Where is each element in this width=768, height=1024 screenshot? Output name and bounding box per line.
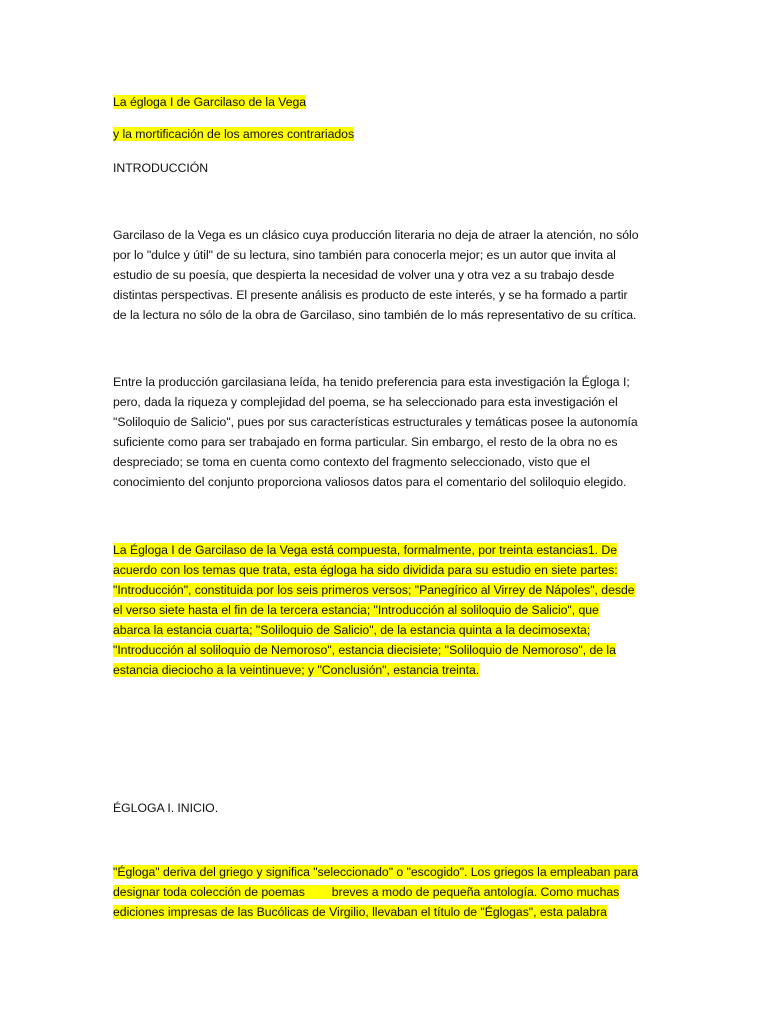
paragraph-line xyxy=(113,580,635,600)
paragraph-line xyxy=(113,902,607,922)
highlight: acuerdo con los temas que trata, esta égloga ha sido dividida para su estudio en siete partes: xyxy=(113,563,618,577)
paragraph-line: conocimiento del conjunto proporciona valiosos datos para el comentario del soliloquio elegido. xyxy=(113,475,627,489)
paragraph-line: "Soliloquio de Salicio", pues por sus características estructurales y temáticas posee la autonomía xyxy=(113,415,638,429)
paragraph-line xyxy=(113,640,616,660)
paragraph-line: distintas perspectivas. El presente análisis es producto de este interés, y se ha formado a partir xyxy=(113,288,628,302)
highlight: La Égloga I de Garcilaso de la Vega está compuesta, formalmente, por treinta estancias1. De xyxy=(113,543,618,557)
heading-introduccion: INTRODUCCIÓN xyxy=(113,161,209,175)
document-title-line-2 xyxy=(113,124,354,144)
highlight: estancia dieciocho a la veintinueve; y "Conclusión", estancia treinta. xyxy=(113,663,480,677)
paragraph-line xyxy=(113,882,619,902)
paragraph-line: Garcilaso de la Vega es un clásico cuya producción literaria no deja de atraer la atención, no sólo xyxy=(113,228,639,242)
paragraph-line: por lo "dulce y útil" de su lectura, sino también para conocerla mejor; es un autor que invita al xyxy=(113,248,616,262)
highlight: el verso siete hasta el fin de la tercera estancia; "Introducción al soliloquio de Salicio", que xyxy=(113,603,599,617)
paragraph-line: suficiente como para ser trabajado en forma particular. Sin embargo, el resto de la obra no es xyxy=(113,435,618,449)
paragraph-line xyxy=(113,862,638,882)
paragraph-line: estudio de su poesía, que despierta la necesidad de volver una y otra vez a su trabajo desde xyxy=(113,268,615,282)
highlight: "Égloga" deriva del griego y significa "seleccionado" o "escogido". Los griegos la empleaban para xyxy=(113,865,639,879)
paragraph-line xyxy=(113,620,590,640)
heading-egloga-inicio: ÉGLOGA I. INICIO. xyxy=(113,801,219,815)
highlight: La égloga I de Garcilaso de la Vega xyxy=(113,95,307,109)
document-title-line-1 xyxy=(113,92,306,112)
highlight: "Introducción al soliloquio de Nemoroso", estancia diecisiete; "Soliloquio de Nemoroso", de la xyxy=(113,643,616,657)
paragraph-line: Entre la producción garcilasiana leída, ha tenido preferencia para esta investigación la Égloga I; xyxy=(113,375,630,389)
paragraph-line: pero, dada la riqueza y complejidad del poema, se ha seleccionado para esta investigación el xyxy=(113,395,618,409)
paragraph-line xyxy=(113,600,599,620)
highlight: y la mortificación de los amores contrariados xyxy=(113,127,355,141)
highlight: "Introducción", constituida por los seis primeros versos; "Panegírico al Virrey de Nápoles", desde xyxy=(113,583,635,597)
paragraph-line xyxy=(113,540,617,560)
highlight: designar toda colección de poemas breves a modo de pequeña antología. Como muchas xyxy=(113,885,620,899)
paragraph-line xyxy=(113,660,479,680)
highlight: abarca la estancia cuarta; "Soliloquio de Salicio", de la estancia quinta a la decimosexta; xyxy=(113,623,591,637)
highlight: ediciones impresas de las Bucólicas de Virgilio, llevaban el título de "Églogas", esta palabra xyxy=(113,905,607,919)
paragraph-line xyxy=(113,560,618,580)
paragraph-line: despreciado; se toma en cuenta como contexto del fragmento seleccionado, visto que el xyxy=(113,455,590,469)
paragraph-line: de la lectura no sólo de la obra de Garcilaso, sino también de lo más representativo de su crítica. xyxy=(113,308,637,322)
